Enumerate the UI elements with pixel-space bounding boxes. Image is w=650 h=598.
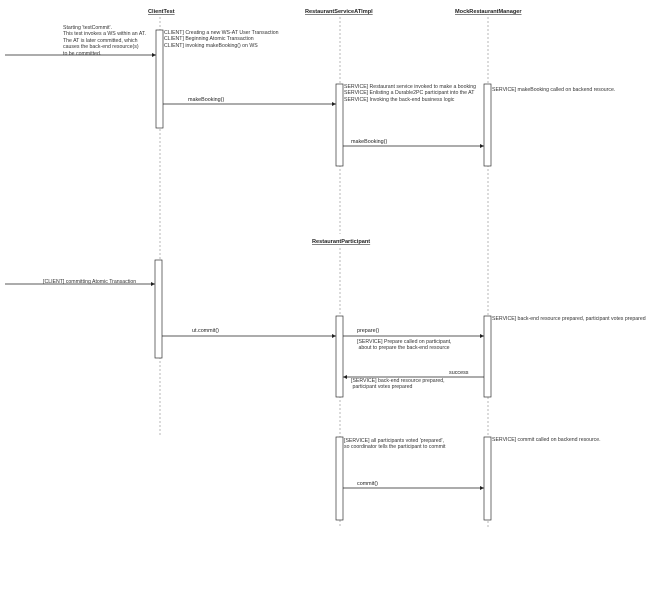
message-commit: commit() [357, 481, 378, 487]
message-makebooking-2: makeBooking() [351, 139, 388, 145]
activation-participant-1 [336, 316, 343, 397]
activation-service-1 [336, 84, 343, 166]
activation-manager-2 [484, 316, 491, 397]
activation-manager-1 [484, 84, 491, 166]
participant-mockrestaurantmanager: MockRestaurantManager [455, 9, 522, 15]
message-makebooking-1: makeBooking() [188, 97, 225, 103]
note-prepare-called: [SERVICE] Prepare called on participant, about to prepare the back-end resource [357, 339, 452, 352]
message-ut-commit: ut.commit() [192, 328, 219, 334]
activation-client-1 [156, 30, 163, 128]
note-commit-called: SERVICE] commit called on backend resource. [492, 437, 601, 443]
note-starting-testcommit: Starting 'testCommit'. This test invokes a WS within an AT. The AT is later committed, which causes the back-end resource(s) to be committed. [63, 25, 146, 57]
message-success: success [449, 370, 469, 376]
participant-restaurantserviceatimpl: RestaurantServiceATImpl [305, 9, 373, 15]
activation-client-2 [155, 260, 162, 358]
note-manager-called: SERVICE] makeBooking called on backend resource. [492, 87, 616, 93]
note-client-create: CLIENT] Creating a new WS-AT User Transaction CLIENT] Beginning Atomic Transaction CLIENT] invoking makeBooking() on WS [164, 30, 279, 49]
note-all-voted: [SERVICE] all participants voted 'prepared', so coordinator tells the participant to commit [344, 438, 446, 451]
note-service-invoked: SERVICE] Restaurant service invoked to make a booking SERVICE] Enlisting a Durable2PC participant into the AT SERVICE] Invoking the back-end business logic [344, 84, 476, 103]
activation-participant-2 [336, 437, 343, 520]
message-prepare: prepare() [357, 328, 380, 334]
participant-restaurantparticipant: RestaurantParticipant [312, 239, 371, 245]
note-manager-prepared: SERVICE] back-end resource prepared, participant votes prepared [492, 316, 646, 322]
activation-manager-3 [484, 437, 491, 520]
participant-clienttest: ClientTest [148, 9, 175, 15]
note-client-committing: [CLIENT] committing Atomic Transaction [43, 279, 137, 285]
note-participant-prepared: [SERVICE] back-end resource prepared, participant votes prepared [351, 378, 445, 391]
